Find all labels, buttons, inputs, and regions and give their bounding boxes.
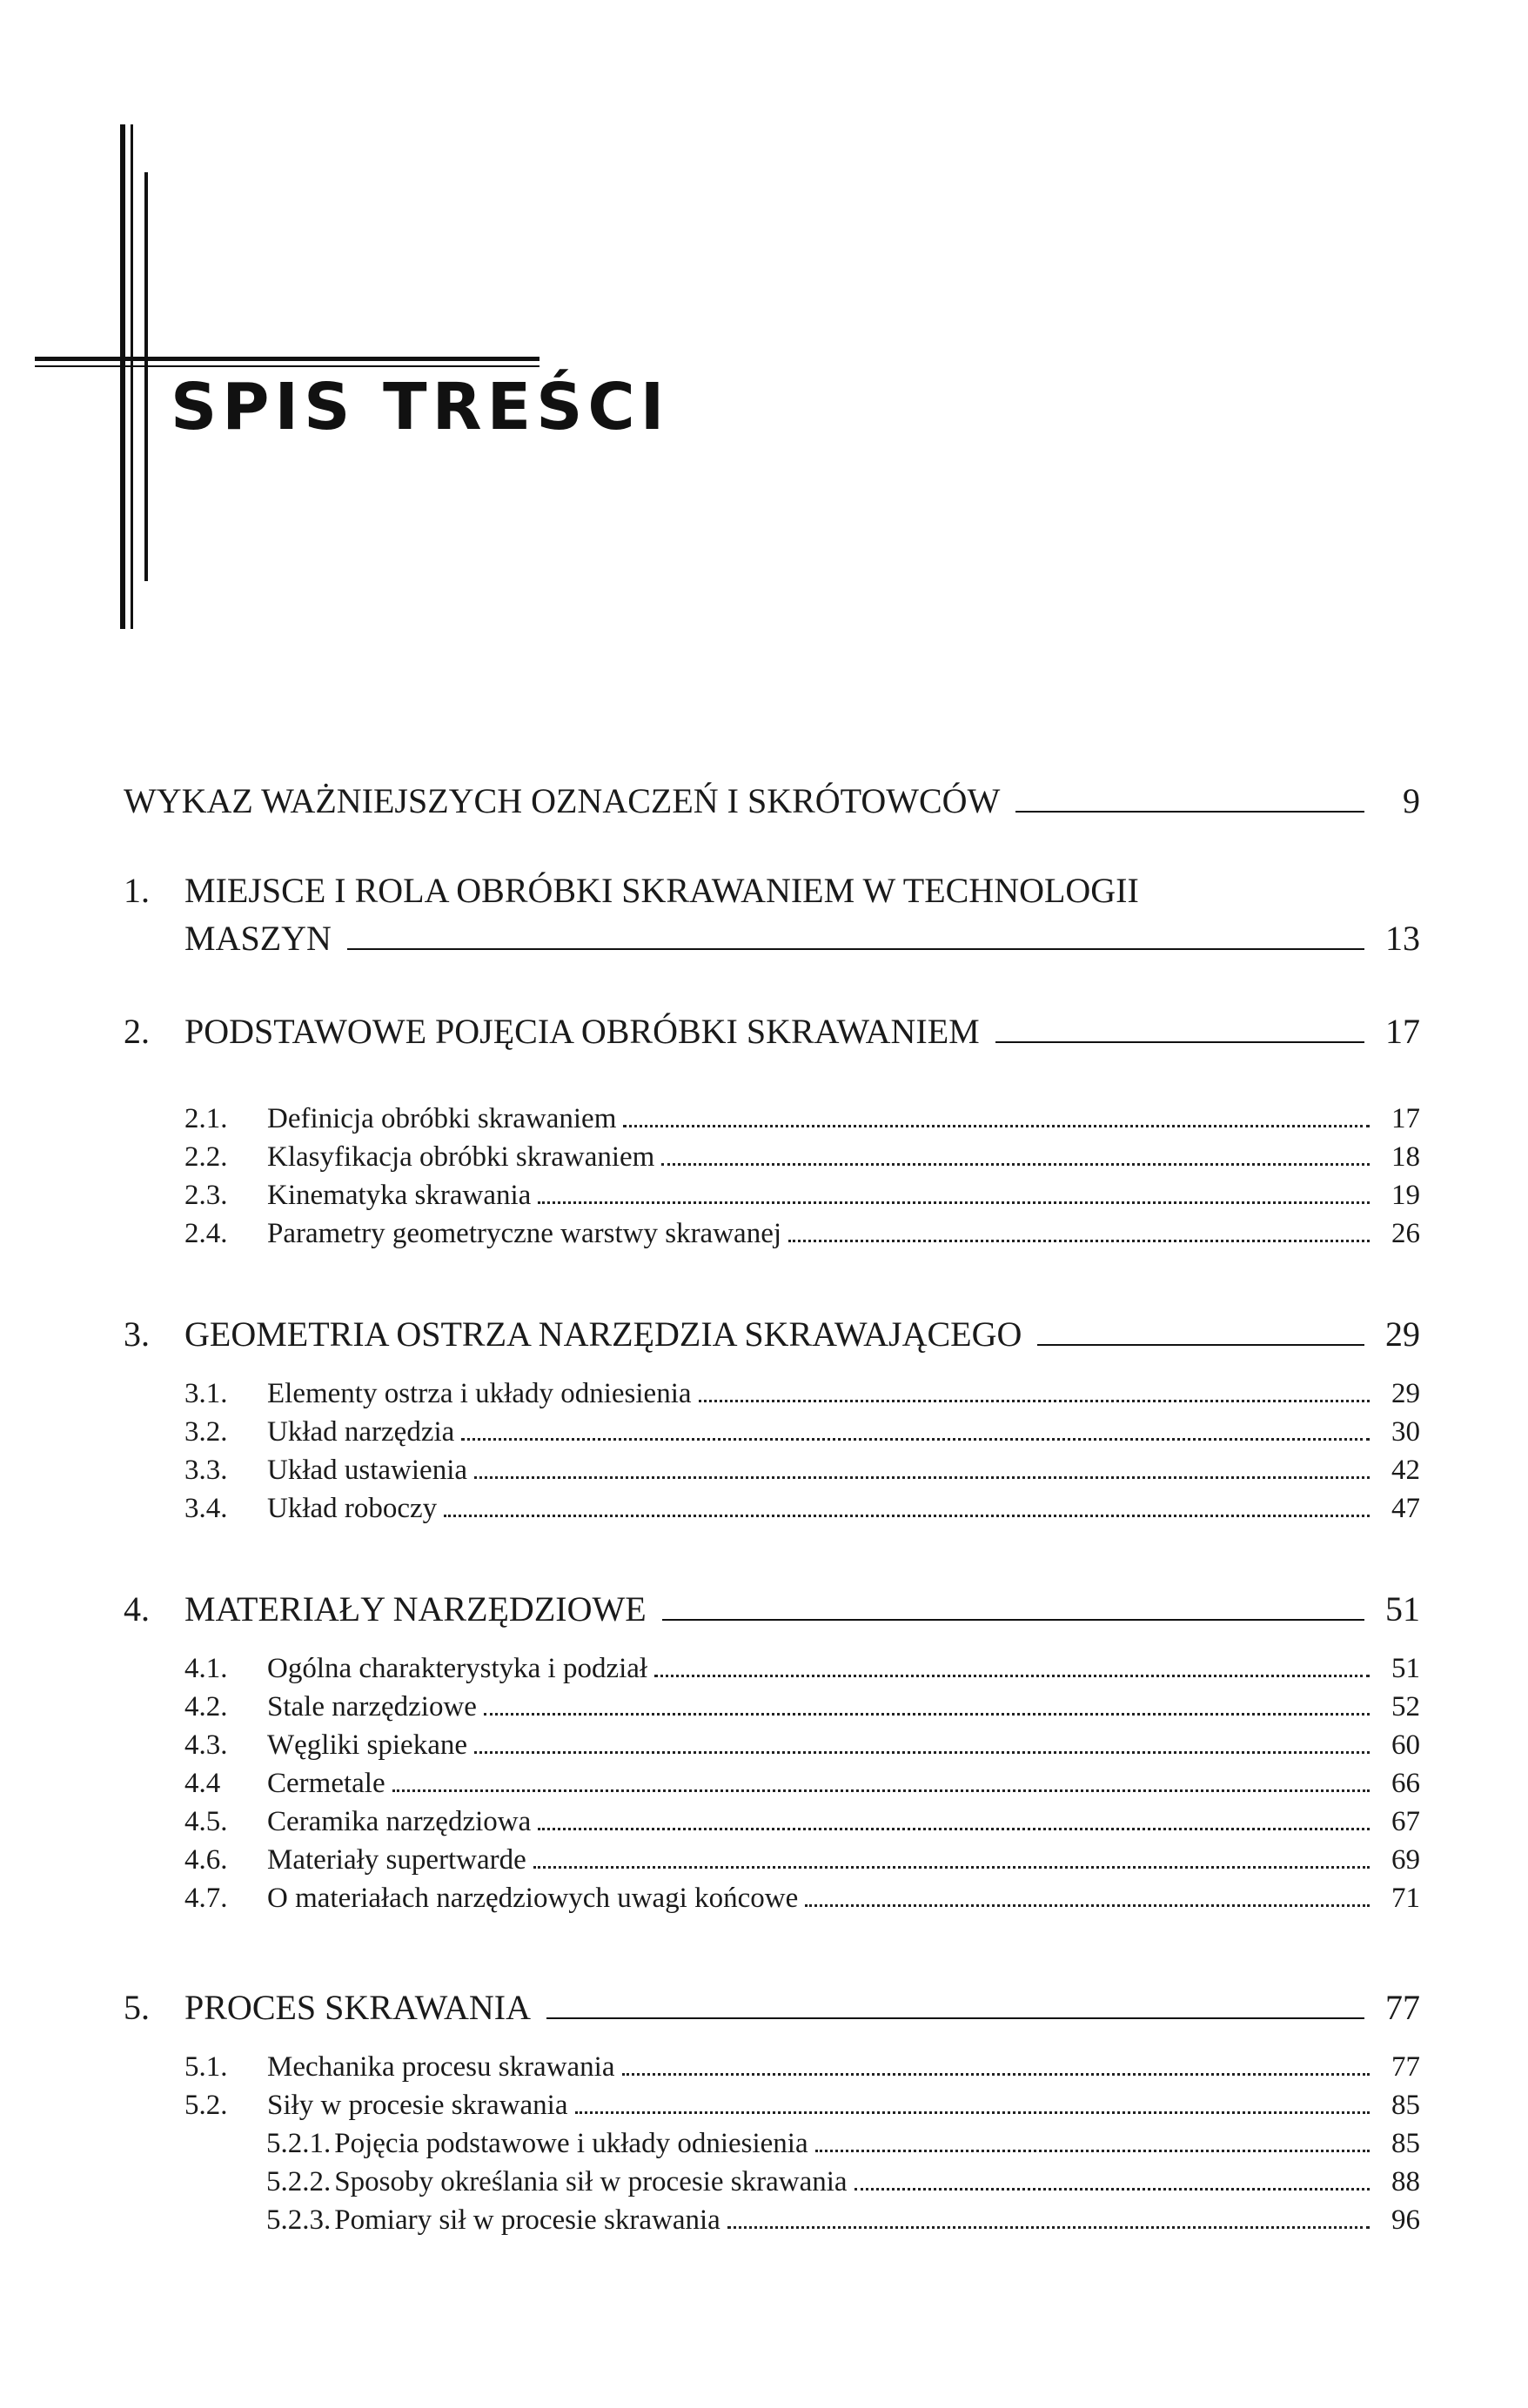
- toc-section[interactable]: [184, 1691, 1420, 1723]
- toc-page-number: 69: [1391, 1844, 1420, 1876]
- chapter-title: PROCES SKRAWANIA: [184, 1988, 531, 2027]
- dot-leader: [474, 1476, 1370, 1479]
- toc-section[interactable]: [184, 1141, 1420, 1174]
- section-number: 4.2.: [184, 1691, 228, 1722]
- leader-line: [1037, 1344, 1364, 1346]
- subsection-title: Pojęcia podstawowe i układy odniesienia: [334, 2128, 808, 2159]
- section-number: 3.1.: [184, 1378, 228, 1409]
- toc-page-number: 85: [1391, 2090, 1420, 2121]
- chapter-title: GEOMETRIA OSTRZA NARZĘDZIA SKRAWAJĄCEGO: [184, 1314, 1022, 1354]
- toc-page-number: 29: [1385, 1314, 1420, 1354]
- section-title: Definicja obróbki skrawaniem: [267, 1103, 617, 1134]
- section-number: 3.3.: [184, 1455, 228, 1486]
- section-number: 3.4.: [184, 1493, 228, 1524]
- toc-entry-title: WYKAZ WAŻNIEJSZYCH OZNACZEŃ I SKRÓTOWCÓW: [124, 781, 1001, 820]
- dot-leader: [727, 2226, 1370, 2229]
- toc-page-number: 71: [1391, 1883, 1420, 1914]
- section-title: Kinematyka skrawania: [267, 1180, 532, 1211]
- toc-chapter-5[interactable]: [124, 1987, 1420, 2028]
- toc-section[interactable]: [184, 1180, 1420, 1212]
- dot-leader: [538, 1828, 1370, 1830]
- chapter-number: 1.: [124, 871, 150, 910]
- toc-page-number: 51: [1391, 1653, 1420, 1684]
- toc-page-number: 17: [1385, 1012, 1420, 1051]
- dot-leader: [538, 1201, 1370, 1204]
- toc-chapter-3[interactable]: [124, 1314, 1420, 1354]
- toc-page-number: 52: [1391, 1691, 1420, 1722]
- section-number: 2.2.: [184, 1141, 228, 1173]
- toc-section[interactable]: [184, 1768, 1420, 1800]
- toc-chapter-2[interactable]: [124, 1011, 1420, 1052]
- subsection-number: 5.2.2.: [266, 2166, 332, 2197]
- toc-section[interactable]: [184, 1729, 1420, 1762]
- dot-leader: [661, 1163, 1370, 1166]
- toc-section[interactable]: [184, 2090, 1420, 2122]
- toc-section[interactable]: [184, 1493, 1420, 1525]
- page-title: SPIS TREŚCI: [171, 370, 670, 445]
- toc-page-number: 66: [1391, 1768, 1420, 1799]
- chapter-title: MATERIAŁY NARZĘDZIOWE: [184, 1589, 647, 1629]
- dot-leader: [815, 2150, 1370, 2152]
- section-title: Elementy ostrza i układy odniesienia: [267, 1378, 692, 1409]
- section-number: 2.4.: [184, 1218, 228, 1249]
- toc-page-number: 13: [1385, 919, 1420, 958]
- toc-section[interactable]: [184, 1806, 1420, 1838]
- dot-leader: [533, 1866, 1370, 1869]
- chapter-number: 2.: [124, 1012, 150, 1051]
- section-title: Ogólna charakterystyka i podział: [267, 1653, 648, 1684]
- leader-line: [347, 948, 1364, 950]
- section-number: 2.3.: [184, 1180, 228, 1211]
- toc-chapter-1-line1[interactable]: [124, 870, 1420, 911]
- toc-page-number: 18: [1391, 1141, 1420, 1173]
- chapter-number: 3.: [124, 1314, 150, 1354]
- section-title: Siły w procesie skrawania: [267, 2090, 568, 2121]
- section-title: Węgliki spiekane: [267, 1729, 468, 1761]
- toc-chapter-4[interactable]: [124, 1589, 1420, 1629]
- toc-page-number: 19: [1391, 1180, 1420, 1211]
- subsection-number: 5.2.3.: [266, 2204, 332, 2236]
- chapter-number: 4.: [124, 1589, 150, 1629]
- dot-leader: [461, 1438, 1370, 1441]
- section-number: 4.3.: [184, 1729, 228, 1761]
- toc-section[interactable]: [184, 1844, 1420, 1876]
- toc-page-number: 67: [1391, 1806, 1420, 1837]
- dot-leader: [623, 1125, 1370, 1127]
- section-title: Układ ustawienia: [267, 1455, 468, 1486]
- toc-section[interactable]: [184, 1653, 1420, 1685]
- chapter-title: PODSTAWOWE POJĘCIA OBRÓBKI SKRAWANIEM: [184, 1012, 980, 1051]
- toc-subsection[interactable]: [266, 2204, 1420, 2237]
- toc-page-number: 29: [1391, 1378, 1420, 1409]
- dot-leader: [699, 1400, 1370, 1402]
- section-title: Stale narzędziowe: [267, 1691, 477, 1722]
- toc-section[interactable]: [184, 1378, 1420, 1410]
- leader-line: [1015, 811, 1364, 813]
- subsection-number: 5.2.1.: [266, 2128, 332, 2159]
- toc-page-number: 26: [1391, 1218, 1420, 1249]
- toc-subsection[interactable]: [266, 2166, 1420, 2198]
- dot-leader: [622, 2073, 1371, 2076]
- section-number: 5.1.: [184, 2051, 228, 2083]
- section-number: 4.7.: [184, 1883, 228, 1914]
- toc-chapter-1-line2[interactable]: [184, 918, 1420, 959]
- section-title: Mechanika procesu skrawania: [267, 2051, 615, 2083]
- toc-page-number: 47: [1391, 1493, 1420, 1524]
- section-number: 2.1.: [184, 1103, 228, 1134]
- leader-line: [662, 1619, 1364, 1621]
- toc-section[interactable]: [184, 1883, 1420, 1915]
- leader-line: [995, 1041, 1364, 1043]
- toc-subsection[interactable]: [266, 2128, 1420, 2160]
- section-number: 3.2.: [184, 1416, 228, 1448]
- toc-page-number: 17: [1391, 1103, 1420, 1134]
- toc-section[interactable]: [184, 1103, 1420, 1135]
- subsection-title: Pomiary sił w procesie skrawania: [334, 2204, 720, 2236]
- toc-entry-wykaz[interactable]: [124, 780, 1420, 821]
- section-title: Ceramika narzędziowa: [267, 1806, 532, 1837]
- dot-leader: [474, 1751, 1370, 1754]
- toc-page-number: 96: [1391, 2204, 1420, 2236]
- subsection-title: Sposoby określania sił w procesie skrawania: [334, 2166, 848, 2197]
- toc-page-number: 51: [1385, 1589, 1420, 1629]
- toc-page-number: 42: [1391, 1455, 1420, 1486]
- toc-section[interactable]: [184, 1416, 1420, 1448]
- toc-section[interactable]: [184, 1455, 1420, 1487]
- section-title: Układ narzędzia: [267, 1416, 455, 1448]
- section-number: 4.5.: [184, 1806, 228, 1837]
- section-title: O materiałach narzędziowych uwagi końcowe: [267, 1883, 799, 1914]
- section-title: Klasyfikacja obróbki skrawaniem: [267, 1141, 655, 1173]
- dot-leader: [392, 1789, 1370, 1792]
- toc-page-number: 60: [1391, 1729, 1420, 1761]
- chapter-title: MIEJSCE I ROLA OBRÓBKI SKRAWANIEM W TECHNOLOGII: [184, 871, 1139, 910]
- toc-page-number: 77: [1391, 2051, 1420, 2083]
- section-number: 5.2.: [184, 2090, 228, 2121]
- chapter-number: 5.: [124, 1988, 150, 2027]
- dot-leader: [805, 1904, 1370, 1907]
- section-number: 4.4: [184, 1768, 221, 1799]
- section-number: 4.6.: [184, 1844, 228, 1876]
- section-title: Cermetale: [267, 1768, 385, 1799]
- toc-section[interactable]: [184, 2051, 1420, 2084]
- toc-section[interactable]: [184, 1218, 1420, 1250]
- section-title: Układ roboczy: [267, 1493, 438, 1524]
- dot-leader: [788, 1240, 1370, 1242]
- leader-line: [546, 2017, 1364, 2019]
- section-title: Materiały supertwarde: [267, 1844, 526, 1876]
- section-title: Parametry geometryczne warstwy skrawanej: [267, 1218, 782, 1249]
- toc-page-number: 30: [1391, 1416, 1420, 1448]
- dot-leader: [854, 2188, 1370, 2191]
- chapter-title-continued: MASZYN: [184, 919, 332, 958]
- dot-leader: [654, 1675, 1370, 1677]
- toc-page-number: 88: [1391, 2166, 1420, 2197]
- dot-leader: [575, 2111, 1371, 2114]
- dot-leader: [444, 1515, 1370, 1517]
- toc-page-number: 9: [1403, 781, 1420, 820]
- toc-page-number: 77: [1385, 1988, 1420, 2027]
- toc-page-number: 85: [1391, 2128, 1420, 2159]
- dot-leader: [484, 1713, 1370, 1716]
- section-number: 4.1.: [184, 1653, 228, 1684]
